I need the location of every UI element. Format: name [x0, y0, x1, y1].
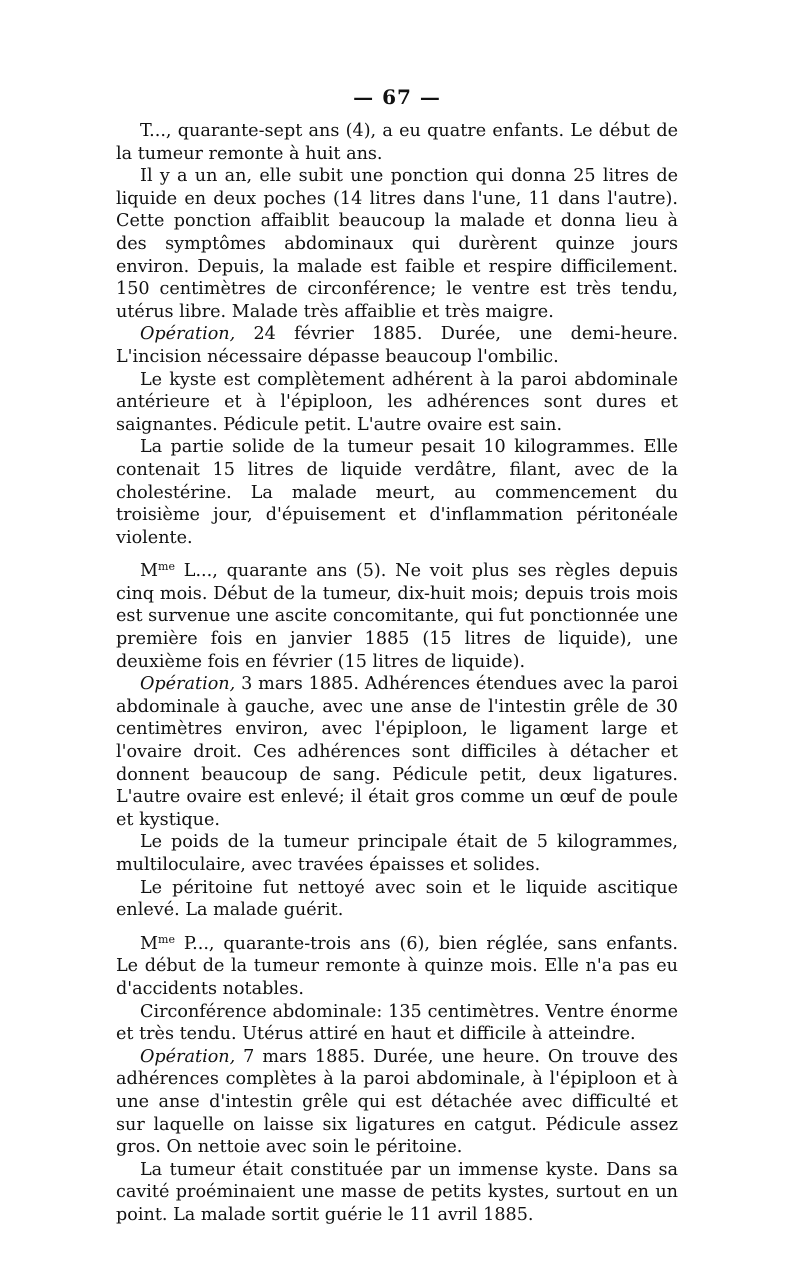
book-page — [116, 84, 678, 1227]
paragraph-text: L..., quarante ans (5). Ne voit plus ses règles depuis cinq mois. Début de la tumeur, dix-huit mois; depuis trois mois est survenue une ascite concomitante, qui fut ponctionnée une première fois en janvier 1885 (15 litres de liquide), une deuxième fois en février (15 litres de liquide). — [116, 561, 678, 672]
paragraph-text: 24 février 1885. Durée, une demi-heure. L'incision nécessaire dépasse beaucoup l'ombilic. — [116, 324, 678, 367]
case-1-operation-paragraph — [116, 323, 678, 368]
case-1-paragraph-4 — [116, 369, 678, 437]
case-1-paragraph-2 — [116, 165, 678, 323]
paragraph-text: La tumeur était constituée par un immense kyste. Dans sa cavité proéminaient une masse de petits kystes, surtout en un point. La malade sortit guérie le 11 avril 1885. — [116, 1159, 678, 1225]
paragraph-text: Le poids de la tumeur principale était de 5 kilogrammes, multiloculaire, avec travées épaisses et solides. — [116, 832, 678, 875]
case-3-paragraph-2 — [116, 1001, 678, 1046]
page-number: — 67 — — [353, 85, 441, 109]
paragraph-text: 3 mars 1885. Adhérences étendues avec la paroi abdominale à gauche, avec une anse de l'intestin grêle de 30 centimètres environ, avec l'épiploon, le ligament large et l'ovaire droit. Ces adhérences sont difficiles à détacher et donnent beaucoup de sang. Pédicule petit, deux ligatures. L'autre ovaire est enlevé; il était gros comme un œuf de poule et kystique. — [116, 674, 678, 830]
operation-label: Opération, — [140, 324, 236, 345]
case-title-sup: me — [158, 560, 175, 574]
case-3-operation-paragraph — [116, 1046, 678, 1159]
operation-label: Opération, — [140, 1046, 236, 1067]
case-2-paragraph-1 — [116, 560, 678, 673]
case-1-paragraph-1 — [116, 120, 678, 165]
case-title-prefix: M — [140, 933, 159, 954]
case-title-sup: me — [158, 932, 175, 946]
case-2-paragraph-4 — [116, 877, 678, 922]
paragraph-text: T..., quarante-sept ans (4), a eu quatre enfants. Le début de la tumeur remonte à huit ans. — [116, 121, 678, 164]
paragraph-text: Le kyste est complètement adhérent à la paroi abdominale antérieure et à l'épiploon, les adhérences sont dures et saignantes. Pédicule petit. L'autre ovaire est sain. — [116, 369, 678, 435]
case-2-paragraph-3 — [116, 831, 678, 876]
case-1-paragraph-5 — [116, 436, 678, 549]
paragraph-text: Le péritoine fut nettoyé avec soin et le liquide ascitique enlevé. La malade guérit. — [116, 877, 678, 921]
paragraph-text: 7 mars 1885. Durée, une heure. On trouve des adhérences complètes à la paroi abdominale, à l'épiploon et à une anse d'intestin grêle qui est détachée avec difficulté et sur laquelle on laisse six ligatures en catgut. Pédicule assez gros. On nettoie avec soin le péritoine. — [116, 1046, 678, 1158]
paragraph-text: La partie solide de la tumeur pesait 10 kilogrammes. Elle contenait 15 litres de liquide verdâtre, filant, avec de la cholestérine. La malade meurt, au commencement du troisième jour, d'épuisement et d'inflammation péritonéale violente. — [116, 437, 678, 548]
case-2 — [116, 560, 678, 922]
case-3 — [116, 933, 678, 1227]
case-2-operation-paragraph — [116, 673, 678, 831]
case-3-paragraph-1 — [116, 933, 678, 1001]
case-title-prefix: M — [140, 561, 159, 582]
operation-label: Opération, — [140, 674, 236, 695]
case-1 — [116, 120, 678, 549]
case-3-paragraph-4 — [116, 1159, 678, 1227]
paragraph-text: Il y a un an, elle subit une ponction qui donna 25 litres de liquide en deux poches (14 litres dans l'une, 11 dans l'autre). Cette ponction affaiblit beaucoup la malade et donna lieu à des symptômes abdominaux qui durèrent quinze jours environ. Depuis, la malade est faible et respire difficilement. 150 centimètres de circonférence; le ventre est très tendu, utérus libre. Malade très affaiblie et très maigre. — [116, 166, 678, 322]
paragraph-text: Circonférence abdominale: 135 centimètres. Ventre énorme et très tendu. Utérus attiré en haut et difficile à atteindre. — [116, 1001, 678, 1045]
paragraph-text: P..., quarante-trois ans (6), bien réglée, sans enfants. Le début de la tumeur remonte à quinze mois. Elle n'a pas eu d'accidents notables. — [116, 933, 678, 999]
